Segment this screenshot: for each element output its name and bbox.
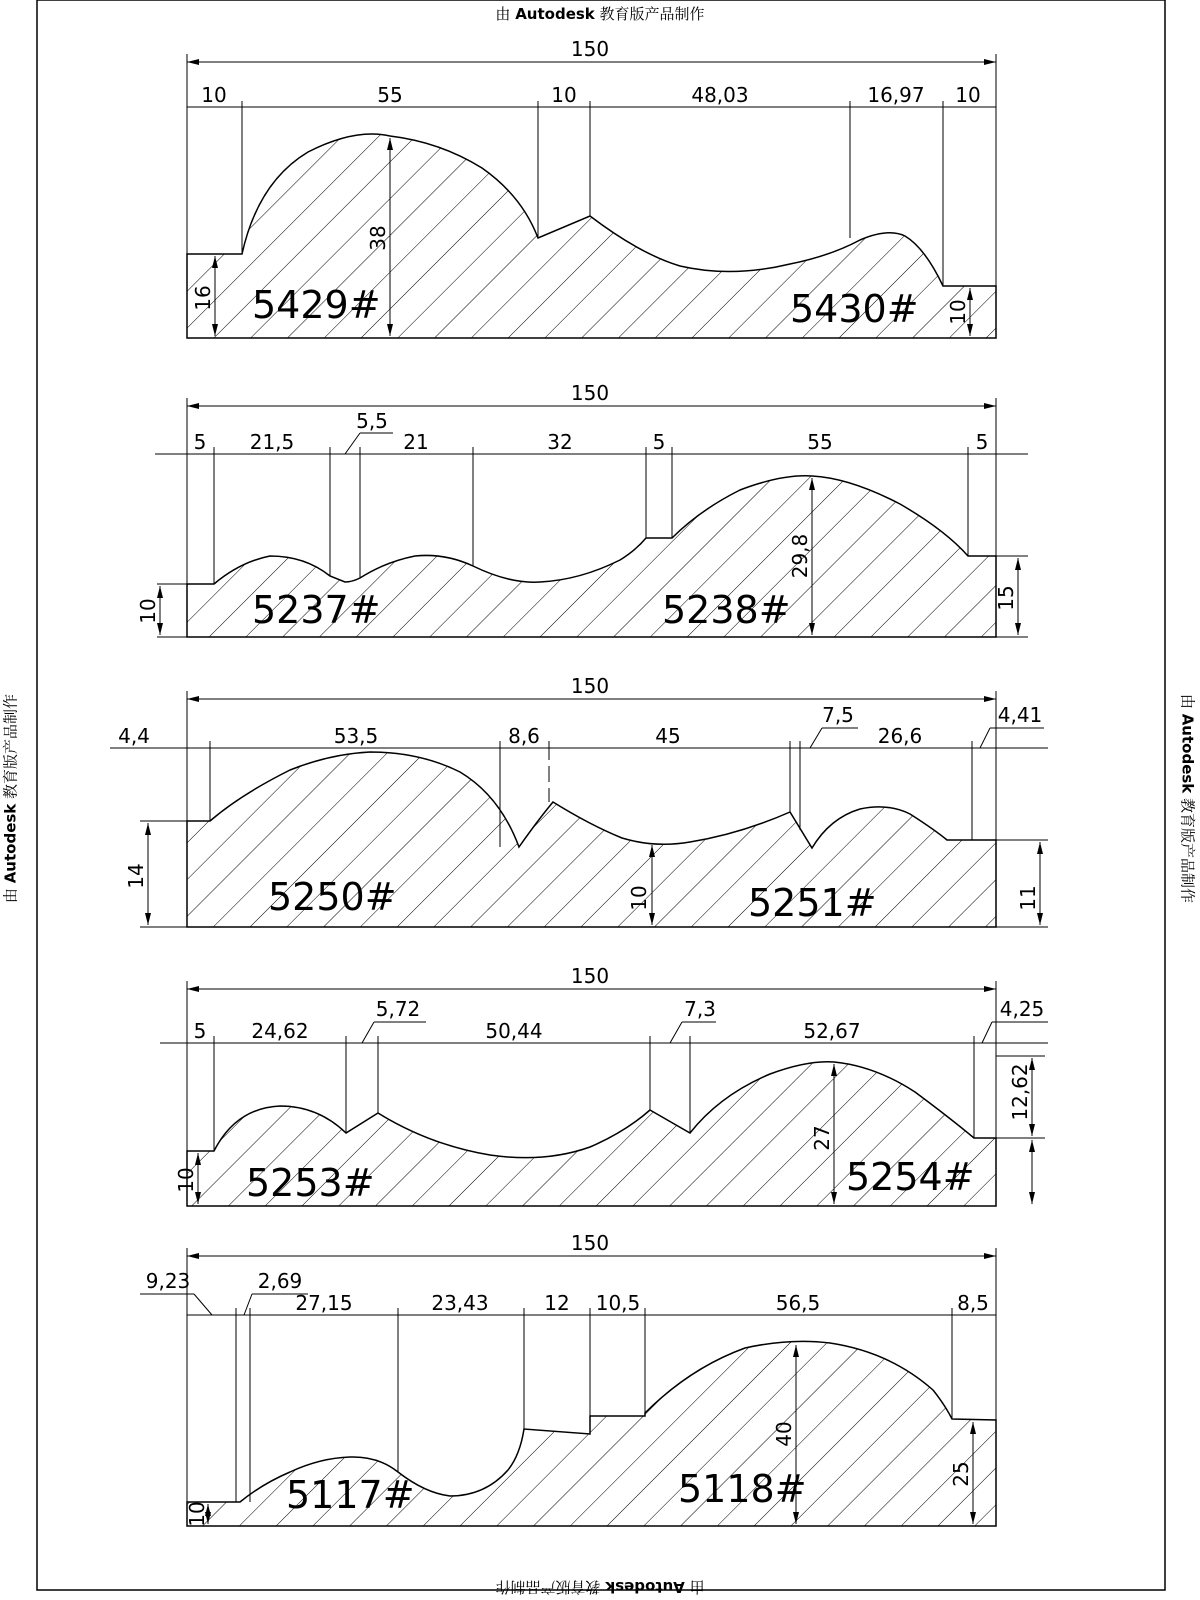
dim-segment: 52,67 — [803, 1019, 861, 1043]
profile-code: 5253# — [246, 1161, 375, 1205]
dim-height: 10 — [946, 299, 970, 325]
dim-segment: 5 — [652, 430, 666, 454]
dim-segment: 21,5 — [249, 430, 295, 454]
dim-segment: 5,72 — [375, 997, 421, 1021]
dim-segment: 24,62 — [251, 1019, 309, 1043]
watermark-top: 由 Autodesk 教育版产品制作 — [495, 5, 705, 23]
dim-segment: 5 — [193, 1019, 207, 1043]
dim-height: 10 — [174, 1167, 198, 1193]
profile-3 — [110, 674, 1048, 927]
dim-segment: 8,5 — [957, 1291, 989, 1315]
dim-segment: 12 — [544, 1291, 570, 1315]
dim-segment: 5 — [193, 430, 207, 454]
dim-height: 10 — [185, 1501, 209, 1527]
dim-height: 25 — [949, 1461, 973, 1487]
profile-code: 5430# — [790, 287, 919, 331]
dim-segment: 4,41 — [997, 703, 1043, 727]
dim-segment: 9,23 — [145, 1269, 191, 1293]
dim-height: 29,8 — [788, 533, 812, 579]
dim-segment: 4,25 — [999, 997, 1045, 1021]
dim-segment: 56,5 — [775, 1291, 821, 1315]
dim-segment: 7,5 — [822, 703, 854, 727]
dim-total: 150 — [570, 37, 610, 61]
dim-total: 150 — [570, 381, 610, 405]
profile-code: 5237# — [252, 588, 381, 632]
watermark-bottom: 由 Autodesk 教育版产品制作 — [495, 1578, 705, 1596]
profile-code: 5254# — [846, 1155, 975, 1199]
profile-code: 5250# — [268, 875, 397, 919]
profile-code: 5238# — [662, 588, 791, 632]
dim-height: 10 — [136, 598, 160, 624]
dim-height: 10 — [627, 885, 651, 911]
profile-code: 5251# — [748, 881, 877, 925]
profile-code: 5429# — [252, 283, 381, 327]
profile-code: 5117# — [286, 1473, 415, 1517]
dim-segment: 45 — [655, 724, 681, 748]
dim-segment: 2,69 — [257, 1269, 303, 1293]
profile-1 — [187, 37, 996, 338]
dim-segment: 50,44 — [485, 1019, 543, 1043]
dim-height: 27 — [810, 1125, 834, 1151]
dim-segment: 48,03 — [691, 83, 749, 107]
dim-segment: 26,6 — [877, 724, 923, 748]
dim-total: 150 — [570, 1231, 610, 1255]
dim-segment: 5 — [975, 430, 989, 454]
watermark-right: 由 Autodesk 教育版产品制作 — [1178, 693, 1197, 904]
dim-height: 40 — [772, 1421, 796, 1447]
dim-height: 38 — [366, 225, 390, 251]
dim-height: 11 — [1016, 885, 1040, 911]
dim-segment: 21 — [403, 430, 429, 454]
dim-segment: 7,3 — [684, 997, 716, 1021]
dim-segment: 53,5 — [333, 724, 379, 748]
dim-segment: 10 — [201, 83, 227, 107]
dim-segment: 32 — [547, 430, 573, 454]
dim-total: 150 — [570, 674, 610, 698]
dim-height: 14 — [124, 863, 148, 889]
profile-code: 5118# — [678, 1467, 807, 1511]
dim-segment: 10 — [955, 83, 981, 107]
profile-5 — [140, 1231, 996, 1527]
dim-segment: 10 — [551, 83, 577, 107]
dim-segment: 23,43 — [431, 1291, 489, 1315]
dim-segment: 27,15 — [295, 1291, 353, 1315]
dim-segment: 10,5 — [595, 1291, 641, 1315]
dim-segment: 4,4 — [118, 724, 150, 748]
dim-segment: 8,6 — [508, 724, 540, 748]
dim-segment: 55 — [807, 430, 833, 454]
dim-total: 150 — [570, 964, 610, 988]
dim-height: 12,62 — [1008, 1063, 1032, 1121]
dim-height: 15 — [994, 585, 1018, 611]
watermark-left: 由 Autodesk 教育版产品制作 — [1, 693, 20, 904]
dim-height: 16 — [191, 285, 215, 311]
profile-2 — [136, 381, 1028, 637]
dim-segment: 55 — [377, 83, 403, 107]
profile-4 — [160, 964, 1048, 1206]
dim-segment: 5,5 — [356, 409, 388, 433]
dim-segment: 16,97 — [867, 83, 925, 107]
